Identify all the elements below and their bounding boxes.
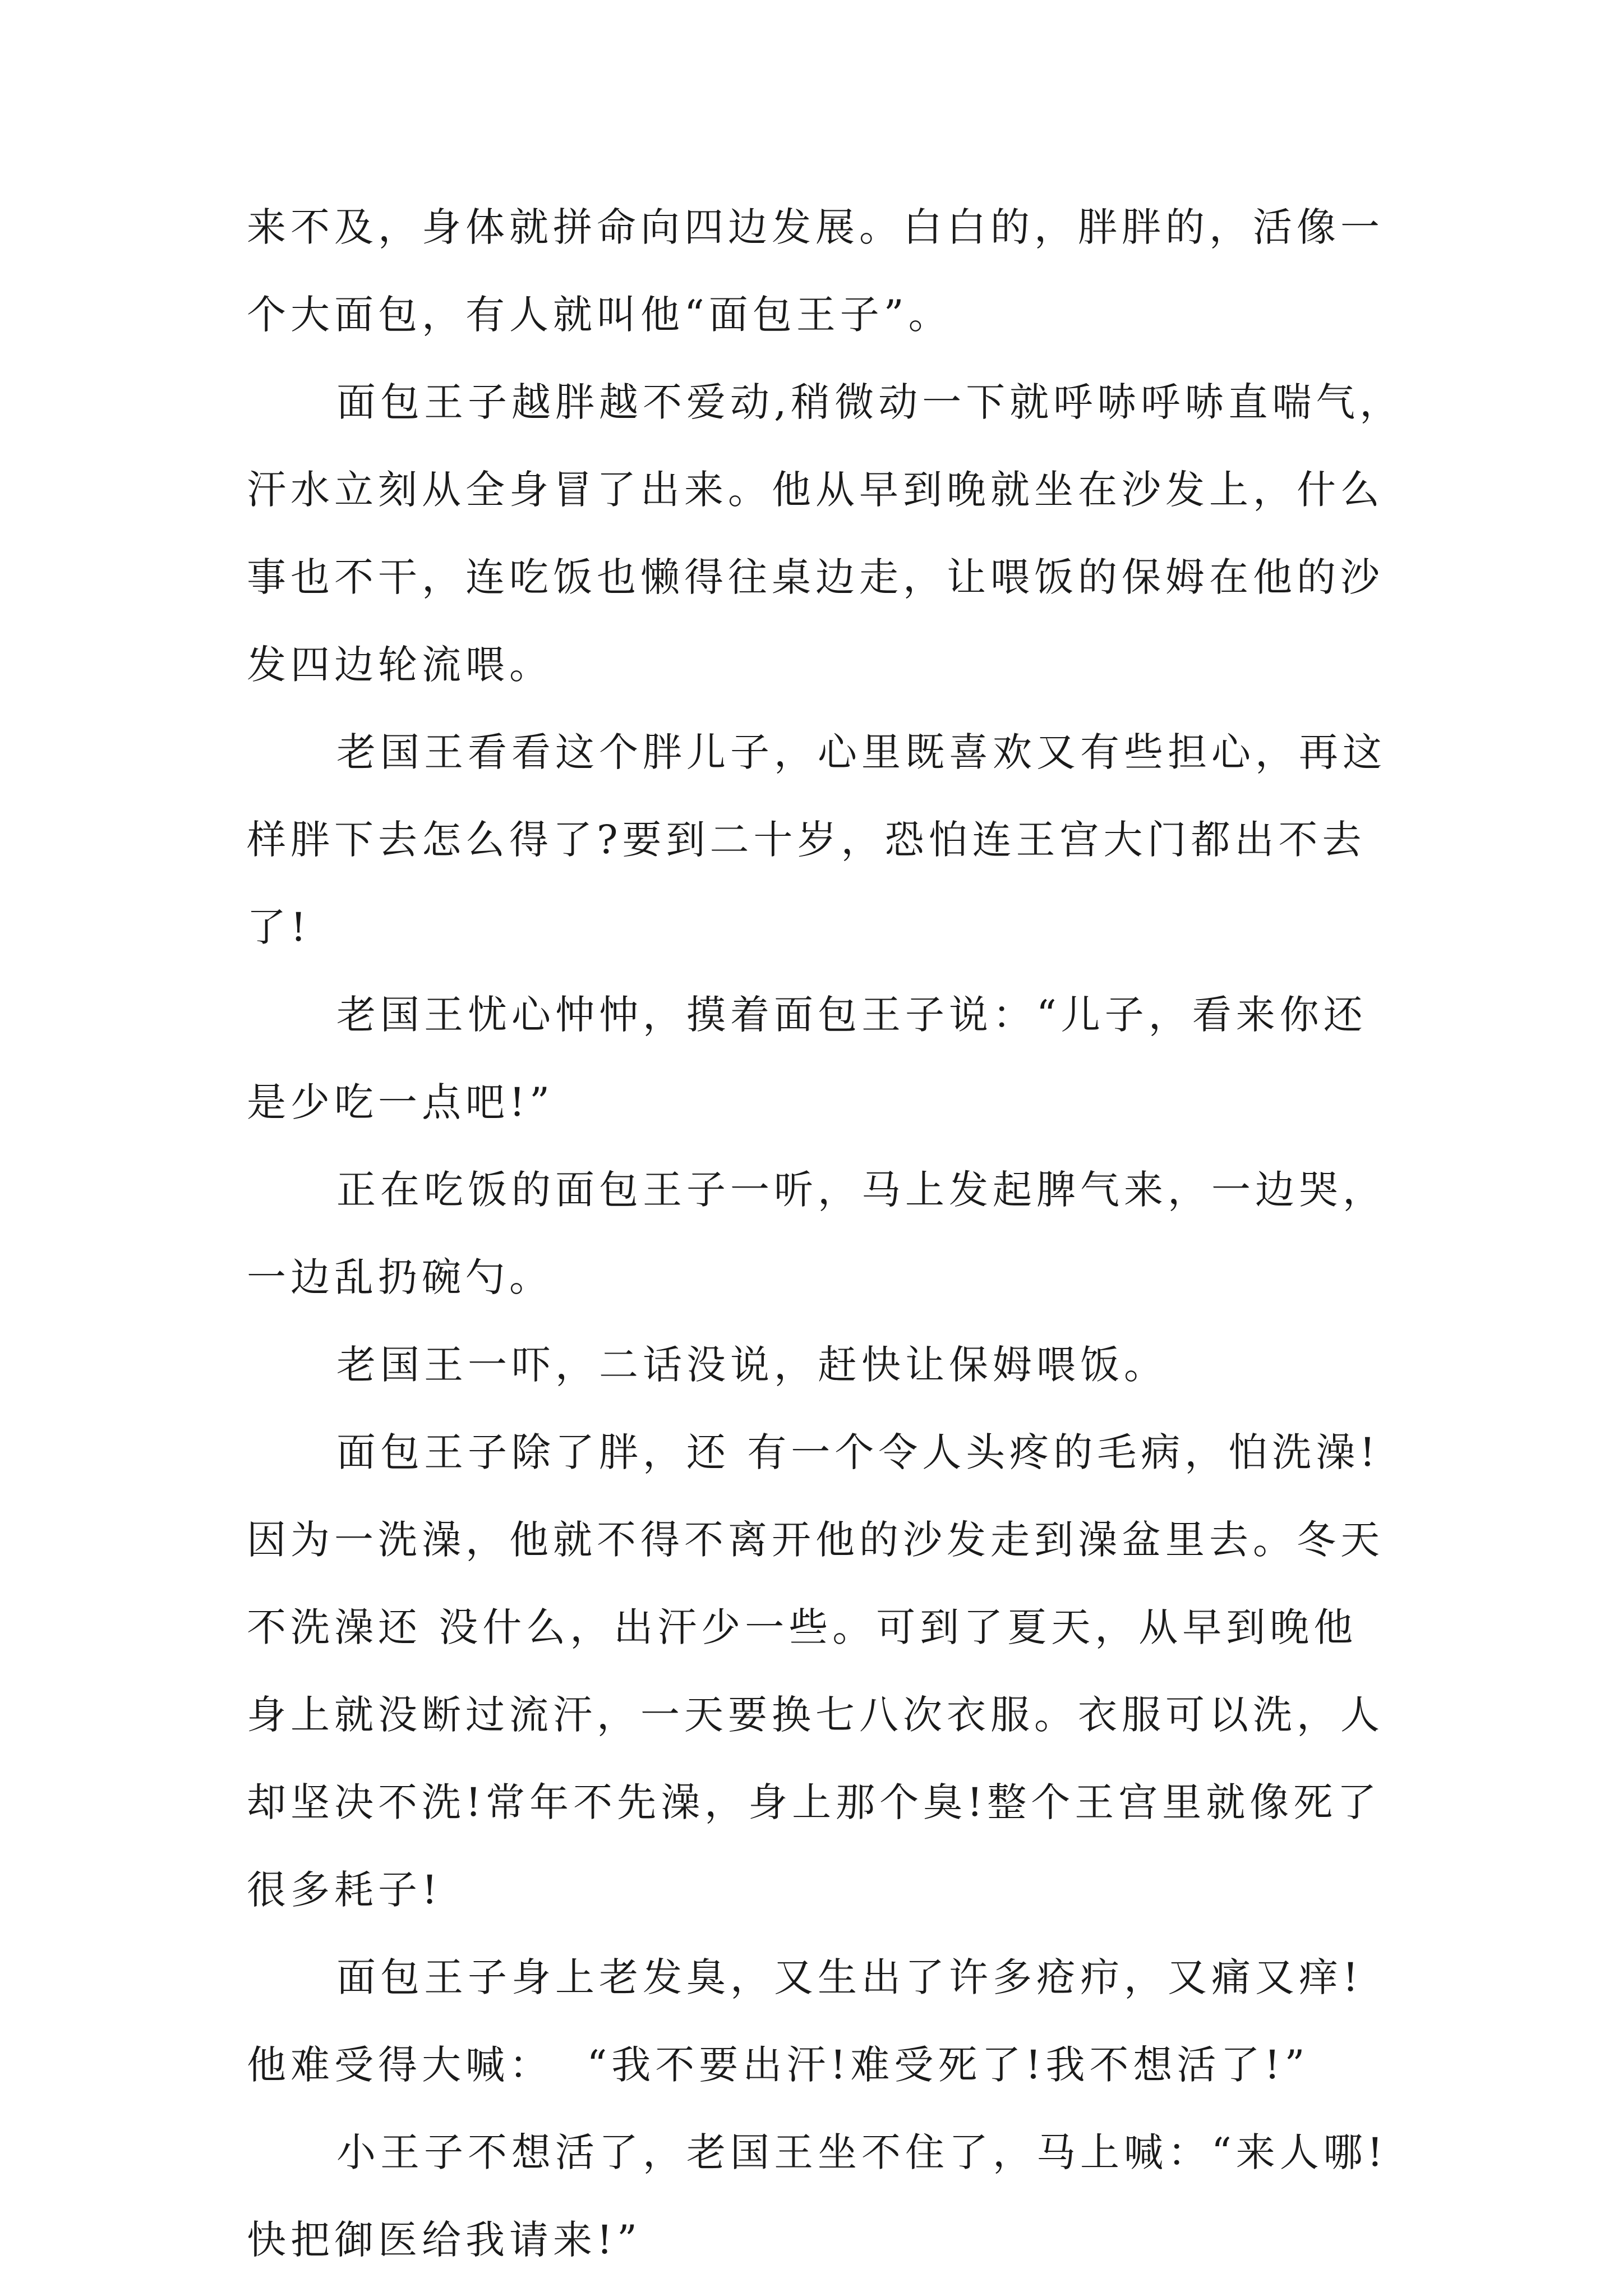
paragraph-start-line: 老国王忧心忡忡，摸着面包王子说：“儿子，看来你还 — [336, 992, 1367, 1038]
paragraph-start-line: 老国王一吓，二话没说，赶快让保姆喂饭。 — [336, 1342, 1168, 1388]
paragraph-start-line: 面包王子除了胖，还 有一个令人头疼的毛病，怕洗澡! — [336, 1429, 1380, 1475]
text-line: 不洗澡还 没什么，出汗少一些。可到了夏天，从早到晚他 — [247, 1604, 1358, 1650]
paragraph-start-line: 面包王子身上老发臭，又生出了许多疮疖，又痛又痒! — [336, 1954, 1363, 2000]
paragraph-start-line: 小王子不想活了，老国王坐不住了，马上喊：“来人哪! — [336, 2129, 1387, 2175]
text-line: 了! — [247, 904, 311, 950]
paragraph-start-line: 面包王子越胖越不爱动,稍微动一下就呼哧呼哧直喘气， — [336, 379, 1404, 425]
text-line: 发四边轮流喂。 — [247, 642, 553, 688]
paragraph-start-line: 正在吃饭的面包王子一听，马上发起脾气来，一边哭， — [336, 1167, 1386, 1213]
text-line: 汗水立刻从全身冒了出来。他从早到晚就坐在沙发上，什么 — [247, 467, 1384, 513]
paragraph-start-line: 老国王看看这个胖儿子，心里既喜欢又有些担心，再这 — [336, 729, 1386, 775]
text-line: 是少吃一点吧!” — [247, 1079, 554, 1125]
text-line: 来不及，身体就拼命向四边发展。白白的，胖胖的，活像一 — [247, 204, 1384, 250]
text-line: 身上就没断过流汗，一天要换七八次衣服。衣服可以洗，人 — [247, 1692, 1384, 1738]
text-line: 快把御医给我请来!” — [247, 2217, 642, 2263]
text-line: 样胖下去怎么得了?要到二十岁，恐怕连王宫大门都出不去 — [247, 817, 1366, 863]
text-line: 他难受得大喊： “我不要出汗!难受死了!我不想活了!” — [247, 2042, 1310, 2088]
text-line: 一边乱扔碗勺。 — [247, 1254, 553, 1300]
text-line: 事也不干，连吃饭也懒得往桌边走，让喂饭的保姆在他的沙 — [247, 554, 1384, 600]
text-line: 很多耗子! — [247, 1867, 442, 1913]
text-line: 却坚决不洗!常年不先澡，身上那个臭!整个王宫里就像死了 — [247, 1779, 1381, 1825]
text-line: 个大面包，有人就叫他“面包王子”。 — [247, 292, 952, 338]
text-line: 因为一洗澡，他就不得不离开他的沙发走到澡盆里去。冬天 — [247, 1517, 1384, 1563]
